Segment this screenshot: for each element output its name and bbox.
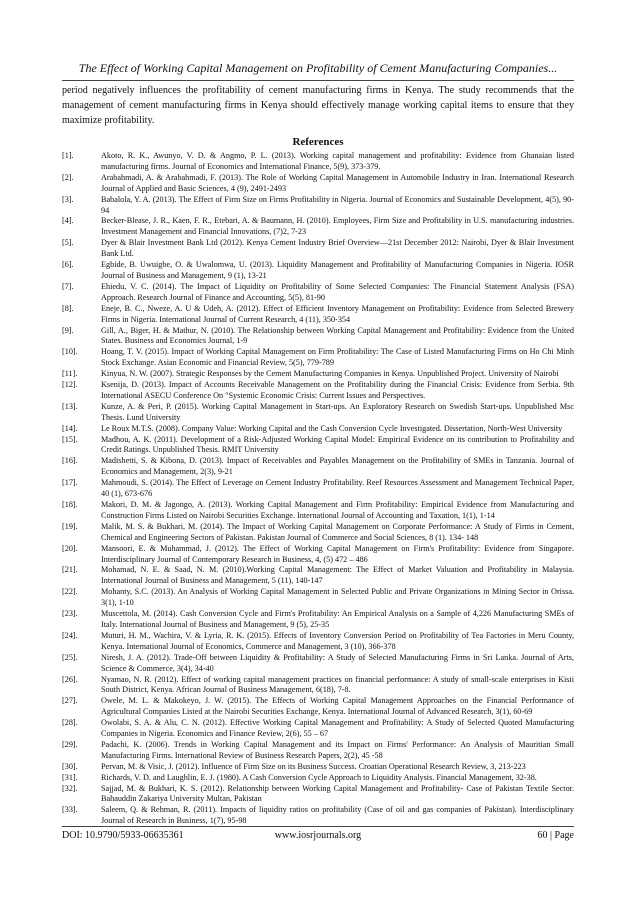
reference-number: [3]. (62, 194, 74, 204)
reference-number: [13]. (62, 401, 78, 411)
reference-text: Madhou, A. K. (2011). Development of a Risk-Adjusted Working Capital Model: Empirical Evidence on its contribution to Profitability and Credit Ratings. Unpublished Thesis. RMIT University (101, 434, 574, 455)
reference-item (62, 478, 574, 500)
header-divider (62, 80, 574, 81)
reference-number: [7]. (62, 281, 74, 291)
reference-number: [8]. (62, 303, 74, 313)
footer-divider (62, 826, 574, 827)
reference-number: [16]. (62, 456, 78, 466)
reference-item (62, 762, 574, 773)
reference-number: [32]. (62, 783, 78, 793)
reference-number: [2]. (62, 172, 74, 182)
reference-text: Mohamad, N. E. & Saad, N. M. (2010).Working Capital Management: The Effect of Market Valuation and Profitability in Malaysia. International Journal of Business and Management, 5 (11), 140-147 (101, 565, 574, 586)
reference-text: Nyamao, N. R. (2012). Effect of working capital management practices on financial performance: A study of small-scale enterprises in Kisii South District, Kenya. African Journal of Business Management, 6(18), 7-8. (101, 674, 574, 695)
reference-item (62, 402, 574, 424)
reference-item (62, 653, 574, 675)
reference-text: Richards, V. D. and Laughlin, E. J. (1980). A Cash Conversion Cycle Approach to Liquidity Analysis. Financial Management, 32-38. (101, 772, 537, 782)
reference-item (62, 740, 574, 762)
reference-text: Hoang, T. V. (2015). Impact of Working Capital Management on Firm Profitability: The Case of Listed Manufacturing Firms on Ho Chi Minh Stock Exchange. Asian Economic and Financial Review, 5(5), 779-789 (101, 347, 574, 368)
reference-item (62, 238, 574, 260)
footer-website: www.iosrjournals.org (274, 830, 362, 841)
reference-text: Dyer & Blair Investment Bank Ltd (2012). Kenya Cement Industry Brief Overview—21st December 2012: Nairobi, Dyer & Blair Investment Bank Ltd. (101, 238, 574, 259)
reference-text: Sajjad, M. & Bukhari, K. S. (2012). Relationship between Working Capital Management and Profitability- Case of Pakistan Textile Sector. Bahauddin Zakariya University Multan, Pakistan (101, 783, 574, 804)
reference-text: Becker-Blease, J. R., Kaen, F. R., Etebari, A. & Baumann, H. (2010). Employees, Firm Size and Profitability in U.S. manufacturing industries. Investment Management and Financial Innovations, (7)2, 7-23 (101, 216, 574, 237)
reference-text: Kinyua, N. W. (2007). Strategic Responses by the Cement Manufacturing Companies in Kenya. Unpublished Project. University of Nairobi (101, 369, 559, 379)
reference-item (62, 326, 574, 348)
reference-text: Niresh, J. A. (2012). Trade-Off between Liquidity & Profitability: A Study of Selected Manufacturing Firms in Sri Lanka. Journal of Arts, Science & Commerce, 3(4), 34-40 (101, 652, 574, 673)
reference-text: Muturi, H. M., Wachira, V. & Lyria, R. K. (2015). Effects of Inventory Conversion Period on Profitability of Tea Factories in Meru County, Kenya. International Journal of Economics, Commerce and Management, 3 (10), 366-378 (101, 630, 574, 651)
reference-number: [9]. (62, 325, 74, 335)
footer-page-number: 60 | Page (537, 830, 574, 841)
reference-number: [19]. (62, 521, 78, 531)
reference-number: [17]. (62, 478, 78, 488)
reference-number: [15]. (62, 434, 78, 444)
reference-text: Egbide, B. Uwuigbe, O. & Uwalomwa, U. (2013). Liquidity Management and Profitability of Manufacturing Companies in Nigeria. IOSR Journal of Business and Management, 9 (1), 13-21 (101, 260, 574, 280)
reference-number: [22]. (62, 587, 78, 597)
reference-list (62, 151, 574, 827)
reference-item (62, 696, 574, 718)
reference-number: [18]. (62, 500, 78, 509)
reference-item (62, 544, 574, 566)
reference-item (62, 718, 574, 740)
reference-item (62, 304, 574, 326)
reference-text: Makori, D. M. & Jagongo, A. (2013). Working Capital Management and Firm Profitability: Empirical Evidence from Manufacturing and Construction Firms Listed on Nairobi Securities Exchange. International Journal of Accounting and Taxation, 1(1), 1-14 (101, 500, 574, 520)
footer-doi: DOI: 10.9790/5933-06635361 (62, 830, 184, 841)
reference-number: [4]. (62, 216, 74, 226)
reference-text: Mansoori, E. & Muhammad, J. (2012). The Effect of Working Capital Management on Firm's Profitability: Evidence from Singapore. Interdisciplinary Journal of Contemporary Research in Business, 4, (5) 472 – 486 (101, 543, 574, 564)
reference-number: [26]. (62, 674, 78, 684)
reference-text: Malik, M. S. & Bukhari, M. (2014). The Impact of Working Capital Management on Corporate Performance: A Study of Firms in Cement, Chemical and Engineering Sectors of Pakistan. Pakistan Journal of Commerce and Social Sciences, 8 (1). 134- 148 (101, 521, 574, 542)
reference-text: Pervan, M. & Visic, J. (2012). Influence of Firm Size on its Business Success. Croatian Operational Research Review, 3, 213-223 (101, 761, 526, 771)
reference-text: Padachi, K. (2006). Trends in Working Capital Management and its Impact on Firms' Performance: An Analysis of Mauritian Small Manufacturing Firms. International Review of Business Research Papers, 2(2), 45 -58 (101, 739, 574, 760)
reference-item (62, 500, 574, 522)
reference-item (62, 173, 574, 195)
reference-number: [30]. (62, 761, 78, 771)
reference-item (62, 587, 574, 609)
reference-item (62, 456, 574, 478)
reference-number: [27]. (62, 696, 78, 706)
page-footer (62, 829, 574, 843)
reference-text: Arabahmadi, A. & Arabahmadi, F. (2013). The Role of Working Capital Management in Automobile Industry in Iran. International Research Journal of Applied and Basic Sciences, 4 (9), 2491-2493 (101, 172, 574, 193)
reference-text: Ksenija, D. (2013). Impact of Accounts Receivable Management on the Profitability during the Financial Crisis: Evidence from Serbia. 9th International ASECU Conference On "Systemic Economic Crisis: Current Issues and Perspectives. (101, 380, 574, 400)
reference-item (62, 195, 574, 217)
reference-item (62, 260, 574, 282)
reference-number: [31]. (62, 772, 78, 782)
reference-item (62, 675, 574, 697)
reference-text: Mahmoudi, S. (2014). The Effect of Leverage on Cement Industry Profitability. Reef Resources Assessment and Management Technical Paper, 40 (1), 673-676 (101, 478, 574, 499)
reference-text: Eneje, B. C., Nweze, A. U & Udeh, A. (2012). Effect of Efficient Inventory Management on Profitability: Evidence from Selected Brewery Firms in Nigeria. International Journal of Current Research, 4 (11), 350-354 (101, 303, 574, 324)
reference-number: [12]. (62, 380, 78, 390)
reference-item (62, 435, 574, 457)
reference-number: [5]. (62, 238, 74, 248)
reference-item (62, 522, 574, 544)
reference-text: Ehiedu, V. C. (2014). The Impact of Liquidity on Profitability of Some Selected Companies: The Financial Statement Analysis (FSA) Approach. Research Journal of Finance and Accounting, 5(5), 81-90 (101, 281, 574, 302)
reference-text: Owolabi, S. A. & Alu, C. N. (2012). Effective Working Capital Management and Profitability: A Study of Selected Quoted Manufacturing Companies in Nigeria. Economics and Finance Review, 2(6), 55 – 67 (101, 718, 574, 739)
reference-item (62, 380, 574, 402)
running-header: The Effect of Working Capital Management on Profitability of Cement Manufacturing Companies... (78, 61, 558, 75)
reference-number: [20]. (62, 543, 78, 553)
reference-item (62, 424, 574, 435)
reference-text: Le Roux M.T.S. (2008). Company Value: Working Capital and the Cash Conversion Cycle Investigated. Dissertation, North-West University (101, 423, 563, 433)
reference-number: [1]. (62, 151, 74, 160)
references-heading: References (292, 136, 344, 148)
reference-text: Babalola, Y. A. (2013). The Effect of Firm Size on Firms Profitability in Nigeria. Journal of Economics and Sustainable Development, 4(5), 90-94 (101, 194, 574, 215)
reference-number: [6]. (62, 260, 74, 270)
reference-item (62, 216, 574, 238)
reference-number: [11]. (62, 369, 78, 379)
reference-item (62, 784, 574, 806)
reference-number: [21]. (62, 565, 78, 575)
reference-text: Gill, A., Biger, H. & Mathur, N. (2010). The Relationship between Working Capital Management and Profitability: Evidence from the United States. Business and Economics Journal, 1-9 (101, 325, 574, 346)
reference-number: [10]. (62, 347, 78, 357)
reference-item (62, 565, 574, 587)
reference-text: Muscettola, M. (2014). Cash Conversion Cycle and Firm's Profitability: An Empirical Analysis on a Sample of 4,226 Manufacturing SMEs of Italy. International Journal of Business and Management, 9 (5), 25-35 (101, 609, 574, 629)
reference-text: Saleem, Q. & Rehman, R. (2011). Impacts of liquidity ratios on profitability (Case of oil and gas companies of Pakistan). Interdisciplinary Journal of Research in Business, 1(7), 95-98 (101, 805, 574, 826)
reference-item (62, 347, 574, 369)
reference-text: Akoto, R. K., Awunyo, V. D. & Angmo, P. L. (2013). Working capital management and profitability: Evidence from Ghanaian listed manufacturing firms. Journal of Economics and International Finance, 5(9), 373-379. (101, 151, 574, 171)
reference-item (62, 609, 574, 631)
reference-text: Madishetti, S. & Kibona, D. (2013). Impact of Receivables and Payables Management on the Profitability of SMEs in Tanzania. Journal of Economics and Management, 2(3), 9-21 (101, 456, 574, 477)
reference-item (62, 369, 574, 380)
reference-number: [33]. (62, 805, 78, 815)
reference-item (62, 805, 574, 827)
reference-number: [23]. (62, 609, 78, 619)
reference-text: Owele, M. L. & Makokeyo, J. W. (2015). The Effects of Working Capital Management Approaches on the Financial Performance of Agricultural Companies Listed at the Nairobi Securities Exchange, Kenya. International Journal of Advanced Research, 3(1), 60-69 (101, 696, 574, 717)
intro-paragraph: period negatively influences the profitability of cement manufacturing firms in Kenya. The study recommends that the management of cement manufacturing firms in Kenya should effectively manage working capital items to ensure that they maximize profitability. (62, 85, 574, 126)
reference-item (62, 151, 574, 173)
reference-number: [28]. (62, 718, 78, 728)
reference-number: [24]. (62, 630, 78, 640)
reference-text: Mohanty, S.C. (2013). An Analysis of Working Capital Management in Selected Public and Private Organizations in Mining Sector in Orissa. 3(1), 1-10 (101, 587, 574, 608)
reference-number: [14]. (62, 423, 78, 433)
reference-item (62, 282, 574, 304)
reference-item (62, 773, 574, 784)
reference-number: [25]. (62, 652, 78, 662)
reference-number: [29]. (62, 739, 78, 749)
reference-text: Kunze, A. & Peri, P. (2015). Working Capital Management in Start-ups. An Exploratory Research on Swedish Start-ups. Unpublished Msc Thesis. Lund University (101, 401, 574, 422)
reference-item (62, 631, 574, 653)
